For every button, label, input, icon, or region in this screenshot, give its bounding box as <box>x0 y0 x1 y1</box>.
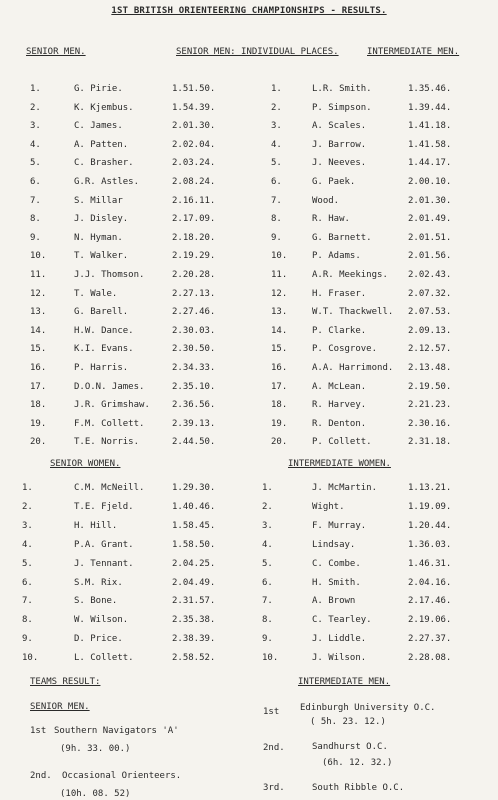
result-time: 2.28.08. <box>408 653 452 664</box>
result-place: 2. <box>271 102 282 113</box>
result-time: 2.19.06. <box>408 615 452 626</box>
team-time: ( 5h. 23. 12.) <box>310 717 386 727</box>
result-time: 1.36.03. <box>408 539 452 550</box>
result-name: Wight. <box>312 501 345 512</box>
result-place: 16. <box>271 363 288 373</box>
result-place: 17. <box>271 381 288 392</box>
result-name: A.A. Harrimond. <box>312 363 394 373</box>
result-name: G.R. Astles. <box>74 177 140 187</box>
result-time: 2.27.13. <box>172 288 216 299</box>
result-place: 4. <box>271 139 282 150</box>
result-name: J.R. Grimshaw. <box>74 400 150 411</box>
result-place: 8. <box>22 615 33 626</box>
result-place: 17. <box>30 381 47 392</box>
result-place: 9. <box>22 634 33 645</box>
result-time: 2.02.04. <box>172 139 216 150</box>
result-time: 2.07.53. <box>408 307 452 318</box>
result-name: J. Liddle. <box>312 634 367 645</box>
header-senior-men-individual: SENIOR MEN: INDIVIDUAL PLACES. <box>176 47 339 57</box>
result-time: 2.08.24. <box>172 177 216 187</box>
result-place: 2. <box>22 501 33 512</box>
result-time: 2.58.52. <box>172 653 216 664</box>
result-time: 2.03.24. <box>172 158 216 169</box>
result-time: 2.01.56. <box>408 251 452 262</box>
result-place: 9. <box>30 232 41 243</box>
result-place: 1. <box>30 84 41 94</box>
result-time: 2.19.50. <box>408 381 452 392</box>
result-place: 8. <box>30 214 41 225</box>
result-name: W.T. Thackwell. <box>312 307 394 318</box>
result-name: H. Fraser. <box>312 288 367 299</box>
result-place: 1. <box>271 84 282 94</box>
result-name: S.M. Rix. <box>74 577 123 588</box>
header-intermediate-men: INTERMEDIATE MEN. <box>367 47 460 57</box>
result-time: 2.07.32. <box>408 288 452 299</box>
team-time: (10h. 08. 52) <box>60 789 131 799</box>
result-time: 1.19.09. <box>408 501 452 512</box>
team-name: Edinburgh University O.C. <box>300 703 436 713</box>
result-time: 2.01.51. <box>408 232 452 243</box>
team-time: (9h. 33. 00.) <box>60 744 131 754</box>
result-time: 2.01.30. <box>408 195 452 206</box>
result-place: 12. <box>30 288 47 299</box>
result-time: 2.20.28. <box>172 270 216 280</box>
result-place: 6. <box>271 177 282 187</box>
result-place: 10. <box>30 251 47 262</box>
result-place: 6. <box>30 177 41 187</box>
result-name: G. Paek. <box>312 177 356 187</box>
result-time: 2.04.16. <box>408 577 452 588</box>
header-senior-women: SENIOR WOMEN. <box>50 459 121 469</box>
result-time: 2.13.48. <box>408 363 452 373</box>
result-time: 2.16.11. <box>172 195 216 206</box>
result-name: P. Simpson. <box>312 102 372 113</box>
result-name: C.M. McNeill. <box>74 483 145 493</box>
result-place: 10. <box>262 653 279 664</box>
result-name: P.A. Grant. <box>74 539 134 550</box>
result-time: 2.12.57. <box>408 344 452 355</box>
result-place: 13. <box>271 307 288 318</box>
team-name: Southern Navigators 'A' <box>54 726 179 736</box>
result-place: 15. <box>271 344 288 355</box>
result-time: 2.31.18. <box>408 437 452 448</box>
header-teams-intermediate-men: INTERMEDIATE MEN. <box>298 677 391 687</box>
result-place: 3. <box>30 121 41 132</box>
result-time: 1.40.46. <box>172 501 216 512</box>
result-name: T.E. Norris. <box>74 437 140 448</box>
result-place: 20. <box>30 437 47 448</box>
result-name: P. Adams. <box>312 251 361 262</box>
result-name: P. Cosgrove. <box>312 344 378 355</box>
result-name: H. Hill. <box>74 520 118 531</box>
result-name: G. Barnett. <box>312 232 372 243</box>
result-place: 3. <box>22 520 33 531</box>
result-name: K. Kjembus. <box>74 102 134 113</box>
result-name: L.R. Smith. <box>312 84 372 94</box>
result-name: R. Denton. <box>312 418 367 429</box>
result-place: 6. <box>262 577 273 588</box>
result-place: 18. <box>30 400 47 411</box>
result-name: J. McMartin. <box>312 483 378 493</box>
team-place: 1st <box>263 707 280 717</box>
team-place: 2nd. <box>30 771 52 781</box>
result-place: 9. <box>262 634 273 645</box>
result-name: J. Disley. <box>74 214 129 225</box>
result-name: A. Brown <box>312 596 356 607</box>
result-name: J. Neeves. <box>312 158 367 169</box>
result-place: 3. <box>271 121 282 132</box>
result-time: 2.27.46. <box>172 307 216 318</box>
result-place: 11. <box>271 270 288 280</box>
result-time: 2.27.37. <box>408 634 452 645</box>
result-name: G. Barell. <box>74 307 129 318</box>
result-name: Lindsay. <box>312 539 356 550</box>
result-place: 8. <box>271 214 282 225</box>
result-time: 2.44.50. <box>172 437 216 448</box>
result-time: 2.09.13. <box>408 325 452 336</box>
team-place: 2nd. <box>263 743 285 753</box>
result-place: 16. <box>30 363 47 373</box>
result-time: 2.35.10. <box>172 381 216 392</box>
result-place: 3. <box>262 520 273 531</box>
team-time: (6h. 12. 32.) <box>322 758 393 768</box>
result-place: 19. <box>271 418 288 429</box>
result-place: 5. <box>22 558 33 569</box>
result-place: 2. <box>262 501 273 512</box>
result-name: J. Barrow. <box>312 139 367 150</box>
result-time: 2.19.29. <box>172 251 216 262</box>
result-time: 1.54.39. <box>172 102 216 113</box>
result-time: 2.17.09. <box>172 214 216 225</box>
result-time: 2.36.56. <box>172 400 216 411</box>
result-time: 2.01.49. <box>408 214 452 225</box>
result-time: 2.04.25. <box>172 558 216 569</box>
result-name: P. Collett. <box>312 437 372 448</box>
result-time: 2.18.20. <box>172 232 216 243</box>
result-name: F. Murray. <box>312 520 367 531</box>
result-time: 2.30.03. <box>172 325 216 336</box>
result-place: 2. <box>30 102 41 113</box>
result-place: 14. <box>271 325 288 336</box>
result-time: 2.17.46. <box>408 596 452 607</box>
header-intermediate-women: INTERMEDIATE WOMEN. <box>288 459 391 469</box>
result-name: P. Clarke. <box>312 325 367 336</box>
result-place: 10. <box>22 653 39 664</box>
result-place: 4. <box>262 539 273 550</box>
result-name: N. Hyman. <box>74 232 123 243</box>
result-place: 8. <box>262 615 273 626</box>
result-time: 1.41.18. <box>408 121 452 132</box>
result-name: T. Walker. <box>74 251 129 262</box>
result-time: 2.38.39. <box>172 634 216 645</box>
result-name: C. Tearley. <box>312 615 372 626</box>
result-place: 4. <box>30 139 41 150</box>
header-senior-men: SENIOR MEN. <box>26 47 86 57</box>
result-name: C. Brasher. <box>74 158 134 169</box>
team-name: Occasional Orienteers. <box>62 771 182 781</box>
result-time: 2.30.50. <box>172 344 216 355</box>
result-name: A. Scales. <box>312 121 367 132</box>
result-place: 15. <box>30 344 47 355</box>
result-time: 2.30.16. <box>408 418 452 429</box>
result-name: A.R. Meekings. <box>312 270 388 280</box>
document-title: 1ST BRITISH ORIENTEERING CHAMPIONSHIPS - RESULTS. <box>111 6 387 16</box>
result-place: 12. <box>271 288 288 299</box>
result-name: W. Wilson. <box>74 615 129 626</box>
result-place: 13. <box>30 307 47 318</box>
result-time: 1.20.44. <box>408 520 452 531</box>
result-name: R. Harvey. <box>312 400 367 411</box>
result-name: H. Smith. <box>312 577 361 588</box>
result-place: 5. <box>30 158 41 169</box>
result-place: 20. <box>271 437 288 448</box>
result-time: 1.39.44. <box>408 102 452 113</box>
header-teams-senior-men: SENIOR MEN. <box>30 702 90 712</box>
result-place: 7. <box>271 195 282 206</box>
team-name: South Ribble O.C. <box>312 783 405 793</box>
result-name: A. McLean. <box>312 381 367 392</box>
result-name: A. Patten. <box>74 139 129 150</box>
result-name: T. Wale. <box>74 288 118 299</box>
team-place: 1st <box>30 726 47 736</box>
result-name: R. Haw. <box>312 214 350 225</box>
result-name: S. Bone. <box>74 596 118 607</box>
result-time: 1.46.31. <box>408 558 452 569</box>
result-time: 1.35.46. <box>408 84 452 94</box>
result-name: C. Combe. <box>312 558 361 569</box>
result-time: 2.21.23. <box>408 400 452 411</box>
result-name: F.M. Collett. <box>74 418 145 429</box>
result-place: 5. <box>262 558 273 569</box>
result-place: 18. <box>271 400 288 411</box>
result-name: J. Wilson. <box>312 653 367 664</box>
result-name: P. Harris. <box>74 363 129 373</box>
result-name: G. Pirie. <box>74 84 123 94</box>
result-time: 2.39.13. <box>172 418 216 429</box>
result-time: 1.41.58. <box>408 139 452 150</box>
result-time: 2.35.38. <box>172 615 216 626</box>
result-name: S. Millar <box>74 195 123 206</box>
result-name: K.I. Evans. <box>74 344 134 355</box>
result-name: C. James. <box>74 121 123 132</box>
result-place: 4. <box>22 539 33 550</box>
result-place: 11. <box>30 270 47 280</box>
result-name: Wood. <box>312 195 340 206</box>
result-place: 7. <box>30 195 41 206</box>
result-place: 1. <box>22 483 33 493</box>
result-name: J. Tennant. <box>74 558 134 569</box>
result-time: 2.00.10. <box>408 177 452 187</box>
result-time: 1.13.21. <box>408 483 452 493</box>
result-place: 10. <box>271 251 288 262</box>
result-time: 2.01.30. <box>172 121 216 132</box>
result-time: 1.58.45. <box>172 520 216 531</box>
result-place: 19. <box>30 418 47 429</box>
result-place: 14. <box>30 325 47 336</box>
result-place: 7. <box>22 596 33 607</box>
result-name: H.W. Dance. <box>74 325 134 336</box>
result-time: 2.34.33. <box>172 363 216 373</box>
result-time: 1.51.50. <box>172 84 216 94</box>
result-name: L. Collett. <box>74 653 134 664</box>
result-time: 1.29.30. <box>172 483 216 493</box>
result-name: T.E. Fjeld. <box>74 501 134 512</box>
result-time: 1.44.17. <box>408 158 452 169</box>
result-place: 6. <box>22 577 33 588</box>
result-name: J.J. Thomson. <box>74 270 145 280</box>
result-place: 7. <box>262 596 273 607</box>
result-time: 2.04.49. <box>172 577 216 588</box>
result-name: D. Price. <box>74 634 123 645</box>
result-time: 2.02.43. <box>408 270 452 280</box>
result-time: 1.58.50. <box>172 539 216 550</box>
result-time: 2.31.57. <box>172 596 216 607</box>
result-place: 1. <box>262 483 273 493</box>
result-place: 9. <box>271 232 282 243</box>
team-place: 3rd. <box>263 783 285 793</box>
result-name: D.O.N. James. <box>74 381 145 392</box>
team-name: Sandhurst O.C. <box>312 742 388 752</box>
result-place: 5. <box>271 158 282 169</box>
header-teams-result: TEAMS RESULT: <box>30 677 101 687</box>
